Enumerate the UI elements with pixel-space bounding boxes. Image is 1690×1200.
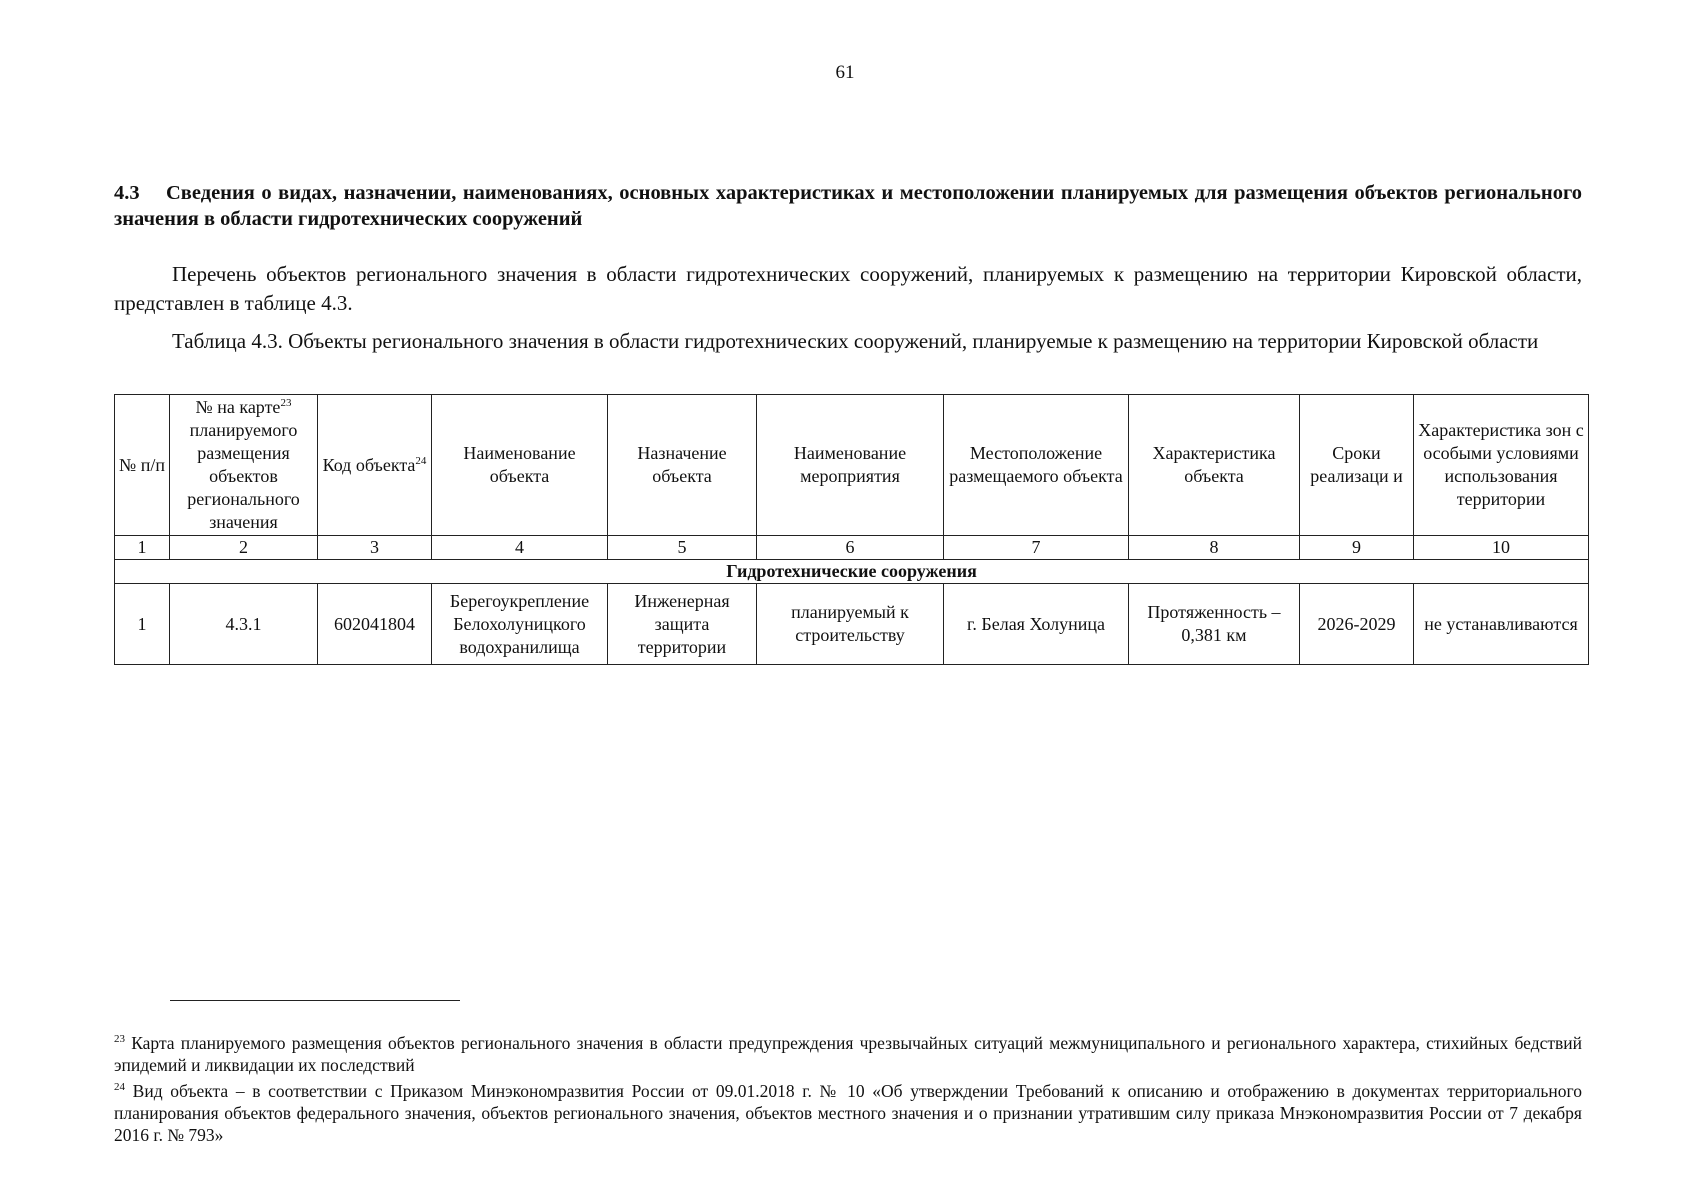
footnote (114, 1076, 1582, 1146)
cell-terms: 2026-2029 (1300, 584, 1414, 665)
column-number: 9 (1300, 536, 1414, 560)
header-cell: Характеристика зон с особыми условиями использования территории (1414, 395, 1589, 536)
footnotes (114, 1028, 1582, 1146)
footnote (114, 1028, 1582, 1076)
table-header-row (115, 395, 1589, 536)
section-heading (114, 180, 1582, 232)
footnote-mark: 23 (114, 1033, 125, 1045)
cell-map-number: 4.3.1 (170, 584, 318, 665)
header-cell: № п/п (115, 395, 170, 536)
column-number: 7 (944, 536, 1129, 560)
column-number: 2 (170, 536, 318, 560)
column-number: 8 (1129, 536, 1300, 560)
section-number: 4.3 (114, 182, 140, 204)
column-number: 5 (608, 536, 757, 560)
page-number: 61 (835, 62, 855, 83)
header-cell: Сроки реализаци и (1300, 395, 1414, 536)
header-cell: № на карте$^{23}$ планируемого размещения объектов регионального значения (170, 395, 318, 536)
cell-measure: планируемый к строительству (757, 584, 944, 665)
column-number: 6 (757, 536, 944, 560)
footnote-ref: 23 (280, 397, 292, 409)
cell-number: 1 (115, 584, 170, 665)
cell-location: г. Белая Холуница (944, 584, 1129, 665)
cell-characteristic: Протяженность – 0,381 км (1129, 584, 1300, 665)
header-cell: Характеристика объекта (1129, 395, 1300, 536)
objects-table (114, 394, 1589, 665)
header-cell: Наименование объекта (432, 395, 608, 536)
cell-zones: не устанавливаются (1414, 584, 1589, 665)
footnote-separator (170, 1000, 460, 1001)
column-number-row (115, 536, 1589, 560)
header-cell: Код объекта$^{24}$ (318, 395, 432, 536)
table-caption: Таблица 4.3. Объекты регионального значения в области гидротехнических сооружений, планируемые к размещению на территории Кировской области (172, 329, 1539, 353)
cell-purpose: Инженерная защита территории (608, 584, 757, 665)
column-number: 4 (432, 536, 608, 560)
intro-paragraph: Перечень объектов регионального значения в области гидротехнических сооружений, планируемых к размещению на территории Кировской области, представлен в таблице 4.3. (114, 262, 1582, 315)
group-title: Гидротехнические сооружения (115, 560, 1589, 584)
header-cell: Местоположение размещаемого объекта (944, 395, 1129, 536)
table-row (115, 584, 1589, 665)
footnote-text: Вид объекта – в соответствии с Приказом Минэкономразвития России от 09.01.2018 г. № 10 «Об утверждении Требований к описанию и отображению в документах территориального планирования объектов федерального значения, объектов регионального значения, объектов местного значения и о признании утратившим силу приказа Мнэкономразвития России от 7 декабря 2016 г. № 793» (114, 1080, 1583, 1145)
header-cell: Назначение объекта (608, 395, 757, 536)
footnote-mark: 24 (114, 1080, 125, 1093)
section-title: Сведения о видах, назначении, наименованиях, основных характеристиках и местоположении планируемых для размещения объектов регионального значения в области гидротехнических сооружений (114, 182, 1582, 230)
footnote-text: Карта планируемого размещения объектов регионального значения в области предупреждения чрезвычайных ситуаций межмуниципального и регионального характера, стихийных бедствий эпидемий и ликвидации их последствий (114, 1032, 1583, 1075)
column-number: 1 (115, 536, 170, 560)
column-number: 3 (318, 536, 432, 560)
group-row (115, 560, 1589, 584)
footnote-ref: 24 (415, 454, 427, 467)
header-cell: Наименование мероприятия (757, 395, 944, 536)
cell-code: 602041804 (318, 584, 432, 665)
cell-name: Берегоукрепление Белохолуницкого водохранилища (432, 584, 608, 665)
column-number: 10 (1414, 536, 1589, 560)
